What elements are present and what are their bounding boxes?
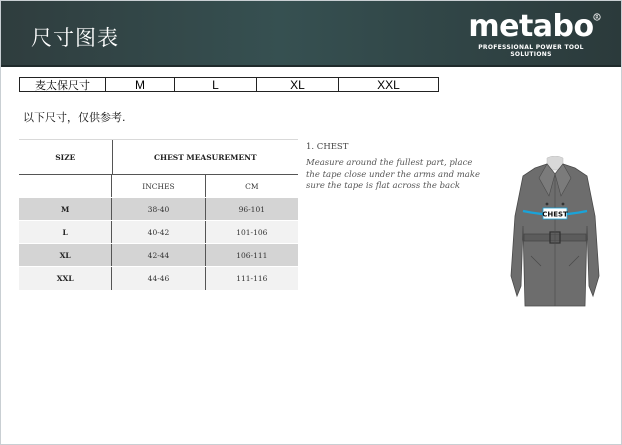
cell-inches: 44-46 bbox=[111, 267, 204, 290]
table-subheader-row bbox=[19, 174, 298, 198]
size-bar-label: 麦太保尺寸 bbox=[20, 78, 106, 91]
size-bar-cell: L bbox=[175, 78, 257, 91]
cell-inches: 40-42 bbox=[111, 221, 204, 244]
cell-cm: 106-111 bbox=[205, 244, 298, 267]
table-row bbox=[19, 266, 298, 290]
page-title: 尺寸图表 bbox=[31, 26, 119, 50]
chest-instructions: Measure around the fullest part, place the tape close under the arms and make sure the tape is flat across the back bbox=[306, 158, 481, 191]
table-header-row bbox=[19, 140, 298, 174]
header-banner bbox=[1, 1, 621, 67]
trench-coat-illustration bbox=[505, 156, 605, 311]
table-row bbox=[19, 220, 298, 244]
cell-inches: 42-44 bbox=[111, 244, 204, 267]
cell-size: XXL bbox=[56, 274, 74, 283]
cell-size: XL bbox=[59, 251, 71, 260]
table-row bbox=[19, 197, 298, 221]
registered-icon bbox=[593, 13, 601, 21]
size-bar-cell: M bbox=[106, 78, 175, 91]
cell-cm: 111-116 bbox=[205, 267, 298, 290]
table-row bbox=[19, 243, 298, 267]
logo-tagline: PROFESSIONAL POWER TOOL SOLUTIONS bbox=[478, 44, 584, 58]
chest-measurement-table bbox=[19, 139, 298, 290]
cell-cm: 101-106 bbox=[205, 221, 298, 244]
header-size: SIZE bbox=[55, 152, 76, 162]
cell-size: M bbox=[61, 205, 70, 214]
size-bar-cell: XXL bbox=[377, 77, 400, 92]
subheader-inches: INCHES bbox=[111, 175, 204, 198]
subheader-empty bbox=[19, 175, 111, 198]
cell-size: L bbox=[62, 228, 68, 237]
metabo-logo bbox=[461, 11, 601, 58]
svg-text:R: R bbox=[595, 15, 599, 21]
header-chest-measurement: CHEST MEASUREMENT bbox=[112, 140, 298, 174]
subheader-cm: CM bbox=[205, 175, 298, 198]
logo-wordmark: metabo bbox=[468, 9, 594, 44]
reference-note: 以下尺寸，仅供参考. bbox=[23, 111, 126, 124]
size-bar-cell: XL bbox=[257, 78, 339, 91]
chest-tape-label: CHEST bbox=[542, 210, 568, 219]
cell-inches: 38-40 bbox=[111, 198, 204, 221]
cell-cm: 96-101 bbox=[205, 198, 298, 221]
metabo-size-bar bbox=[19, 77, 439, 92]
chest-section-title: 1. CHEST bbox=[306, 142, 349, 152]
